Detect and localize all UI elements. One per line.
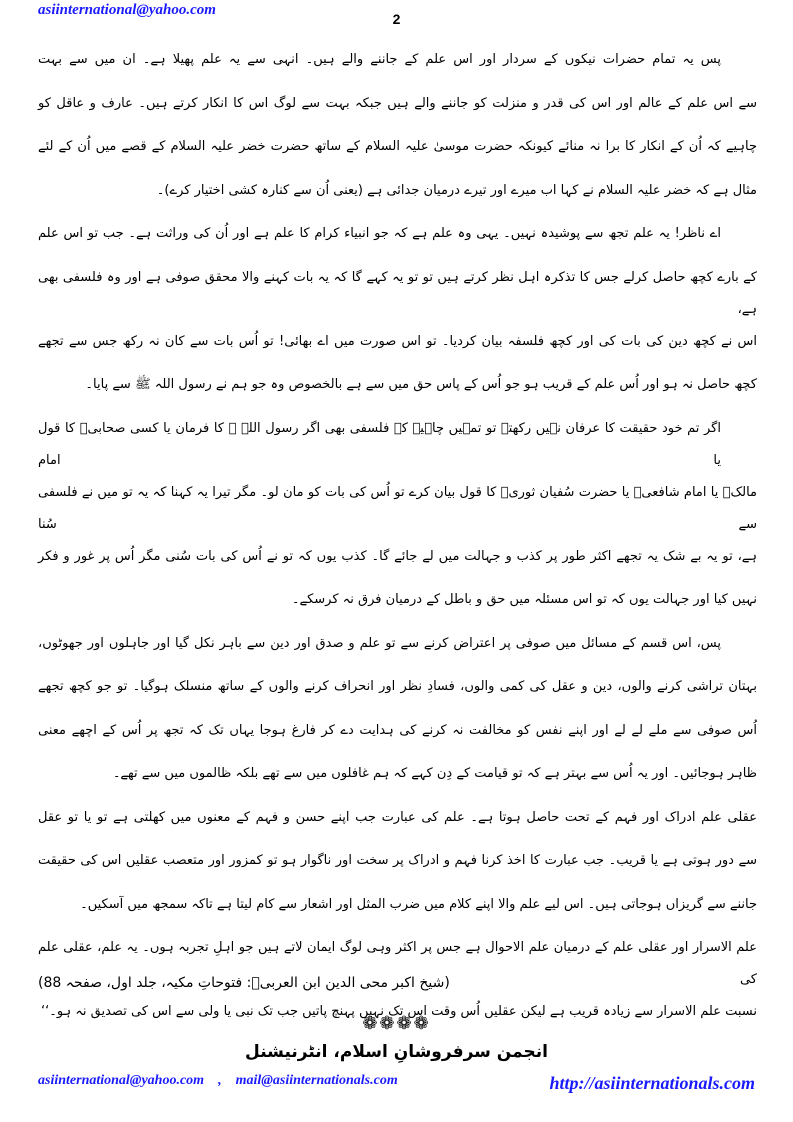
- text-line: کے بارے کچھ حاصل کرلے جس کا تذکرہ اہل نظر کرتے ہیں تو تو یہ کہے گا کہ یہ بات کہنے والا محقق صوفی ہے اور وہ فلسفی بھی ہے،: [38, 269, 757, 317]
- text-line: پس، اس قسم کے مسائل میں صوفی پر اعتراض کرنے سے تو علم و صدق اور دین سے باہر نکل گیا اور جاہلوں اور جھوٹوں،: [38, 635, 721, 651]
- footer-email-link-2[interactable]: mail@asiinternationals.com: [235, 1073, 398, 1088]
- text-line: جاننے سے گریزاں ہوجاتی ہیں۔ اس لیے علم والا اپنے کلام میں ضرب المثل اور اشعار سے کام لیتا ہے تاکہ سمجھ میں آسکیں۔: [80, 896, 757, 912]
- page-number: 2: [392, 11, 401, 27]
- text-line: پس یہ تمام حضرات نیکوں کے سردار اور اس علم کے جاننے والے ہیں۔ انہی سے یہ علم پھیلا ہے۔ ان میں سے بہت: [38, 52, 721, 67]
- text-line: بہتان تراشی کرنے والوں، دین و عقل کی کمی والوں، فسادِ نظر اور انحراف کرنے والوں کے ساتھ منسلک ہوگیا۔ تو جو کچھ تجھے: [38, 679, 757, 694]
- text-line: ہے، تو یہ بے شک یہ تجھے اکثر طور پر کذب و جہالت میں لے جائے گا۔ کذب یوں کہ تو نے اُس کی بات سُنی مگر اُس پر غور و فکر: [38, 548, 757, 564]
- citation: (شیخ اکبر محی الدین ابن العربیؒ: فتوحاتِ مکیہ، جلد اول، صفحہ 88): [38, 975, 450, 991]
- document-body: [38, 44, 757, 1040]
- text-line: ظاہر ہوجائیں۔ اور یہ اُس سے بہتر ہے کہ تو قیامت کے دِن کہے کہ ہم غافلوں میں سے تھے بلکہ ظالموں میں سے تھے۔: [112, 766, 757, 781]
- text-line: عقلی علم ادراک اور فہم کے تحت حاصل ہوتا ہے۔ علم کی عبارت جب اپنے حسن و فہم کے معنوں میں کھلتی ہے تو یا تو عقل: [38, 809, 757, 825]
- text-line: مثال ہے کہ خضر علیہ السلام نے کہا اب میرے اور تیرے درمیان جدائی ہے (یعنی اُن سے کنارہ کشی اختیار کرے)۔: [156, 182, 757, 198]
- text-line: نہیں کیا اور جہالت یوں کہ تو اس مسئلہ میں حق و باطل کے درمیان فرق نہ کرسکے۔: [291, 592, 757, 607]
- header-email-link[interactable]: asiinternational@yahoo.com: [38, 2, 216, 18]
- footer-separator: ,: [218, 1073, 222, 1088]
- organization-name: انجمن سرفروشانِ اسلام، انٹرنیشنل: [245, 1042, 548, 1062]
- text-line: اے ناظر! یہ علم تجھ سے پوشیدہ نہیں۔ یہی وہ علم ہے کہ جو انبیاء کرام کا علم ہے اور اُن کی وراثت ہے۔ جب تو اس علم: [38, 226, 721, 241]
- footer-website-link[interactable]: http://asiinternationals.com: [549, 1073, 755, 1093]
- footer-email-link-1[interactable]: asiinternational@yahoo.com: [38, 1073, 205, 1088]
- ornament-divider: ❁❁❁❁: [362, 1013, 431, 1034]
- text-line: کچھ حاصل نہ ہو اور اُس علم کے قریب ہو جو اُس کے پاس حق میں سے ہے بالخصوص وہ جو ہم نے رسول اللہ ﷺ سے پایا۔: [85, 377, 757, 392]
- text-line: علم الاسرار اور عقلی علم کے درمیان علم الاحوال ہے جس پر اکثر وہی لوگ ایمان لاتے ہیں جو اہلِ تجربہ ہوں۔ یہ علم، عقلی علم کی: [38, 940, 757, 987]
- text-line: نسبت علم الاسرار سے زیادہ قریب ہے لیکن عقلیں اُس وقت اس تک نہیں پہنچ پاتیں جب تک نبی یا ولی سے اس کی تصدیق نہ ہو۔‘‘: [40, 1004, 757, 1019]
- text-line: سے دور ہوتی ہے یا قریب۔ جب عبارت کا اخذ کرنا فہم و ادراک پر سخت اور ناگوار ہو تو کمزور اور متعصب عقلیں اس کی حقیقت: [38, 853, 757, 868]
- text-line: اُس صوفی سے ملے لے لے اور اپنے نفس کو مخالفت نہ کرنے کی ہدایت دے کر فارغ ہوجا یہاں تک کہ تجھ پر اُس کے اچھے معنی: [38, 722, 757, 738]
- footer-emails: [38, 1073, 398, 1089]
- text-line: اس نے کچھ دین کی بات کی اور کچھ فلسفہ بیان کردیا۔ تو اس صورت میں اے بھائی! تو اُس بات سے کان نہ رکھ جس سے تجھے: [38, 333, 757, 349]
- text-line: چاہیے کہ اُن کے انکار کا برا نہ منائے کیونکہ حضرت موسیٰ علیہ السلام کے ساتھ حضرت خضر علیہ السلام کے قصے میں اُن کے لئے: [38, 139, 757, 154]
- text-line: مالکؒ یا امام شافعیؒ یا حضرت سُفیان ثوریؒ کا قول بیان کرے تو اُس کی بات کو مان لو۔ مگر تیرا یہ کہنا کہ یہ تو میں نے فلسفی سے سُنا: [38, 484, 757, 532]
- text-line: سے اس علم کے عالم اور اس کی قدر و منزلت کو جاننے والے ہیں جبکہ بہت سے لوگ اس کا انکار کرتے ہیں۔ عارف و عاقل کو: [38, 95, 757, 111]
- text-line: اگر تم خود حقیقت کا عرفان نہیں رکھتے تو تمہیں چاہیے کہ فلسفی بھی اگر رسول اللہ ﷺ کا فرمان یا کسی صحابیؓ کا قول یا امام: [38, 420, 721, 468]
